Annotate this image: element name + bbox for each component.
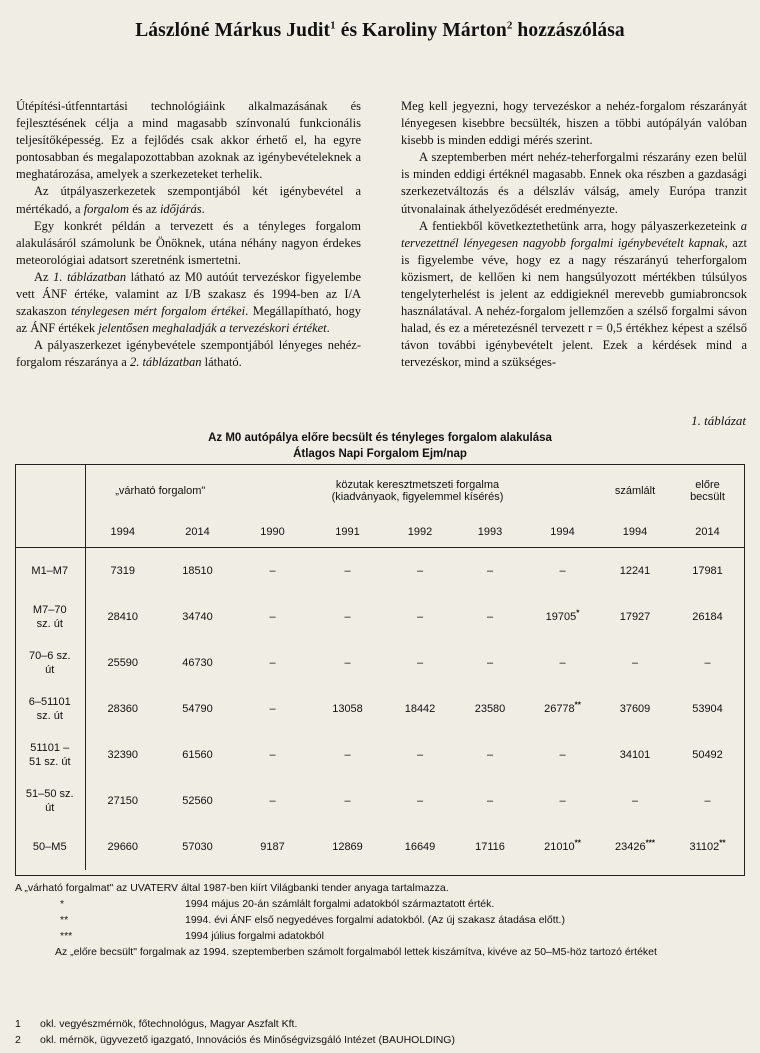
paragraph: A szeptemberben mért nehéz-teherforgalmi részarány ezen belül is minden eddigi értéknél magasabb. Ennek oka részben a gazdasági szerkezetváltozás és a délszláv válság, amely Európa tranzit útvonalainak áthelyeződését eredményezte. bbox=[401, 150, 747, 216]
table-cell: 54790 bbox=[182, 703, 213, 715]
table-cell: – bbox=[704, 657, 711, 669]
year-header: 2014 bbox=[670, 517, 745, 548]
table-cell: 9187 bbox=[260, 841, 285, 853]
table-cell: – bbox=[416, 795, 424, 807]
row-label: 50–M5 bbox=[15, 824, 85, 870]
traffic-table bbox=[15, 464, 745, 870]
table-cell: 18442 bbox=[404, 703, 436, 715]
table-cell: – bbox=[269, 657, 276, 669]
paragraph: Meg kell jegyezni, hogy tervezéskor a nehéz-forgalom részarányát lényegesen kisebbre becsülték, hiszen a többi autópályán valóban kisebb is minden eddigi mérés szerint. bbox=[401, 99, 747, 148]
table-cell: 12241 bbox=[619, 565, 651, 577]
table-cell: 28360 bbox=[107, 703, 139, 715]
table-cell: – bbox=[559, 795, 566, 807]
table-cell: – bbox=[269, 795, 276, 807]
table-row bbox=[15, 548, 745, 595]
table-cell: – bbox=[631, 795, 639, 807]
table-reference: 1. táblázat bbox=[691, 413, 746, 428]
table-cell: – bbox=[344, 565, 351, 577]
table-cell: – bbox=[486, 795, 494, 807]
table-cell: – bbox=[344, 657, 351, 669]
year-header: 1992 bbox=[385, 517, 455, 548]
right-column bbox=[401, 98, 747, 372]
table-cell: 57030 bbox=[182, 841, 213, 853]
note: * 1994 május 20-án számlált forgalmi adatokból származtatott érték. bbox=[60, 898, 495, 910]
table-cell: 26184 bbox=[692, 611, 723, 623]
table-cell: – bbox=[486, 749, 494, 761]
table-cell: – bbox=[344, 749, 351, 761]
year-header: 2014 bbox=[160, 517, 235, 548]
table-cell: 12869 bbox=[332, 841, 363, 853]
table-cell: 50492 bbox=[692, 749, 723, 761]
table-cell: 21010** bbox=[544, 838, 581, 853]
year-header: 1993 bbox=[455, 517, 525, 548]
table-row bbox=[15, 686, 745, 732]
note: A „várható forgalmat" az UVATERV által 1987-ben kiírt Világbanki tender anyaga tartalmazza. bbox=[15, 882, 449, 894]
table-cell: 46730 bbox=[182, 657, 213, 669]
table-cell: – bbox=[559, 749, 566, 761]
header-blank bbox=[15, 517, 85, 548]
table-notes bbox=[15, 880, 745, 960]
paragraph: Egy konkrét példán a tervezett és a tényleges forgalom alakulásáról számolunk be Önöknek, utána néhány nagyon érdekes meteorológiai adatsort szeretnénk ismertetni. bbox=[16, 218, 361, 267]
paragraph: A fentiekből következtethetünk arra, hogy pályaszerkezeteink a tervezettnél lényegesen nagyobb forgalmi igénybevételt kapnak, azt is figyelembe véve, hogy ez a nagy részarányú teherforgalom közismert, de kellően ki nem hangsúlyozott mértékben túlsúlyos tengelyterhelést is jelent az eddigieknél merevebb gumiabroncsok használatával. A nehéz-forgalom jellemzően a szélső forgalmi sávon halad, és ez a méretezésnél tervezett r = 0,5 értékhez képest a szélső távon további igénybevételt jelent. Ezek a kérdések mind a tervezéskor, mind a szükséges- bbox=[401, 218, 747, 370]
note: *** 1994 július forgalmi adatokból bbox=[60, 930, 324, 942]
row-label: M7–70 sz. út bbox=[15, 594, 85, 640]
row-label: 51–50 sz. út bbox=[15, 778, 85, 824]
table-row bbox=[15, 640, 745, 686]
table-cell: 61560 bbox=[182, 749, 213, 761]
title-suffix: hozzászólása bbox=[512, 20, 625, 41]
year-header: 1990 bbox=[235, 517, 310, 548]
table-cell: – bbox=[269, 565, 276, 577]
table-cell: – bbox=[486, 565, 494, 577]
note: ** 1994. évi ÁNF első negyedéves forgalmi adatokból. (Az új szakasz átadása előtt.) bbox=[60, 914, 565, 926]
table-subtitle: Átlagos Napi Forgalom Ejm/nap bbox=[293, 448, 467, 460]
table-cell: 29660 bbox=[107, 841, 139, 853]
page-title bbox=[0, 20, 760, 42]
table-cell: – bbox=[416, 611, 424, 623]
row-label: 51101 – 51 sz. út bbox=[15, 732, 85, 778]
table-cell: – bbox=[559, 565, 566, 577]
year-header: 1994 bbox=[525, 517, 600, 548]
footnote-marker-2: 2 bbox=[506, 19, 513, 32]
table-cell: – bbox=[416, 565, 424, 577]
paragraph: Az útpályaszerkezetek szempontjából két igénybevétel a mértékadó, a forgalom és az időjárás. bbox=[16, 184, 361, 216]
table-cell: 52560 bbox=[182, 795, 213, 807]
table-cell: – bbox=[269, 703, 276, 715]
table-cell: 16649 bbox=[404, 841, 436, 853]
table-row bbox=[15, 824, 745, 870]
table-cell: 23426*** bbox=[615, 838, 655, 853]
table-cell: – bbox=[704, 795, 711, 807]
header-estimated: előre becsült bbox=[690, 478, 725, 503]
table-cell: 27150 bbox=[107, 795, 139, 807]
year-header: 1994 bbox=[85, 517, 160, 548]
table-cell: – bbox=[416, 749, 424, 761]
title-authors-1: Lászlóné Márkus Judit bbox=[135, 20, 331, 41]
table-cell: 28410 bbox=[107, 611, 139, 623]
row-label: M1–M7 bbox=[15, 548, 85, 595]
header-counted: számlált bbox=[614, 484, 656, 497]
header-blank bbox=[15, 464, 85, 517]
table-row bbox=[15, 778, 745, 824]
table-cell: 37609 bbox=[619, 703, 651, 715]
table-row bbox=[15, 732, 745, 778]
table-cell: 7319 bbox=[110, 565, 135, 577]
table-cell: 18510 bbox=[182, 565, 213, 577]
table-cell: 23580 bbox=[474, 703, 506, 715]
table-caption bbox=[0, 430, 760, 462]
table-cell: 26778** bbox=[544, 700, 581, 715]
table-cell: 17116 bbox=[475, 841, 505, 853]
table-cell: – bbox=[269, 749, 276, 761]
table-cell: – bbox=[631, 657, 639, 669]
footnote-marker-1: 1 bbox=[330, 19, 336, 32]
row-label: 6–51101 sz. út bbox=[15, 686, 85, 732]
table-row bbox=[15, 594, 745, 640]
table-cell: 31102** bbox=[689, 838, 726, 853]
table-cell: – bbox=[344, 611, 351, 623]
header-expected: „várható forgalom" bbox=[115, 484, 206, 497]
paragraph: Az 1. táblázatban látható az M0 autóút tervezéskor figyelembe vett ÁNF értéke, valamint az I/B szakasz és 1994-ben az I/A szakaszon ténylegesen mért forgalom értékei. Megállapítható, hogy az ÁNF értékek jelentősen meghaladják a tervezéskori értéket. bbox=[16, 269, 361, 336]
table-cell: – bbox=[486, 657, 494, 669]
header-public-roads: közutak keresztmetszeti forgalma (kiadványaok, figyelemmel kísérés) bbox=[331, 478, 504, 503]
paragraph: A pályaszerkezet igénybevétele szempontjából lényeges nehéz-forgalom részaránya a 2. táblázatban látható. bbox=[16, 338, 361, 370]
table-cell: – bbox=[486, 611, 494, 623]
title-authors-2: és Karoliny Márton bbox=[335, 20, 507, 41]
table-cell: 53904 bbox=[692, 703, 723, 715]
left-column bbox=[16, 98, 361, 372]
table-cell: 17927 bbox=[619, 611, 651, 623]
table-cell: 34740 bbox=[182, 611, 213, 623]
table-title: Az M0 autópálya előre becsült és tényleges forgalom alakulása bbox=[208, 432, 552, 444]
table-cell: 32390 bbox=[107, 749, 139, 761]
table-cell: – bbox=[559, 657, 566, 669]
row-label: 70–6 sz. út bbox=[15, 640, 85, 686]
paragraph: Útépítési-útfenntartási technológiáink alkalmazásának és fejlesztésének célja a mind magasabb színvonalú funkcionális teljesítőképesség. Ez a fejlődés csak akkor érhető el, ha egyre pontosabban és megalapozottabban azoknak az igénybevételeknek a meghatározása, amelyek a szerkezeteket terhelik. bbox=[16, 99, 361, 182]
table-cell: – bbox=[269, 611, 276, 623]
table-cell: 13058 bbox=[332, 703, 363, 715]
table-cell: 34101 bbox=[619, 749, 651, 761]
table-cell: – bbox=[344, 795, 351, 807]
table-cell: 17981 bbox=[692, 565, 723, 577]
year-header: 1994 bbox=[600, 517, 670, 548]
note: Az „előre becsült" forgalmak az 1994. szeptemberben számolt forgalmaból lettek kiszámítva, kivéve az 50–M5-höz tartozó értéket bbox=[55, 946, 657, 958]
table-cell: 19705* bbox=[545, 608, 580, 623]
year-header: 1991 bbox=[310, 517, 385, 548]
table-cell: 25590 bbox=[107, 657, 139, 669]
table-cell: – bbox=[416, 657, 424, 669]
